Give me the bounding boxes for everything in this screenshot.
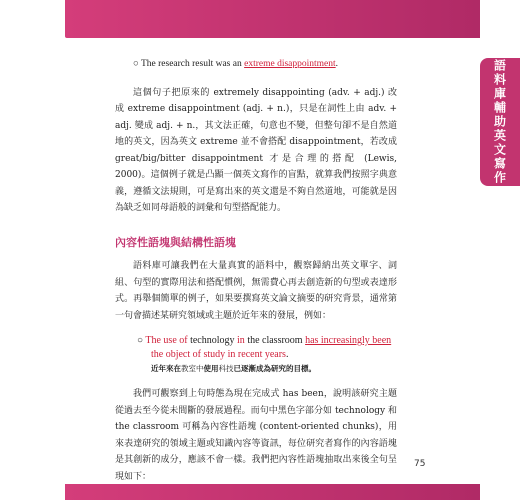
translation-segment: 使用 xyxy=(203,364,219,373)
section-heading: 內容性語塊與結構性語塊 xyxy=(115,235,236,249)
content-chunk: technology xyxy=(187,335,238,346)
page-content xyxy=(115,56,397,485)
translation-segment: 已逐漸成為研究的目標。 xyxy=(233,364,316,373)
content-chunk: the classroom xyxy=(244,335,306,346)
paragraph-2: 語料庫可讓我們在大量真實的語料中，觀察歸納出英文單字、詞組、句型的實際用法和搭配慣例，無需費心再去創造新的句型或表達形式。再舉個簡單的例子，如果要撰寫英文論文摘要的研究背景，通常第一句會描述某研究領域或主題於近年來的發展，例如： xyxy=(115,261,397,321)
example-punct: . xyxy=(285,349,289,360)
example-sentence-1 xyxy=(133,56,397,73)
structure-chunk: has increasingly been xyxy=(305,335,392,346)
paragraph-3: 我們可觀察到上句時態為現在完成式 has been，說明該研究主題從過去至今從未間斷的發展過程。而句中黑色字部分如 technology 和 the classroom 可稱為內容性語塊 (content-oriented chunks)，用來表達研究的領域主題或知識內容等資訊，每位研究者寫作的內容語塊是其創新的成分，應該不會一樣。我們把內容性語塊抽取出來後全句呈現如下： xyxy=(115,389,397,482)
bullet-icon: ○ xyxy=(133,59,139,69)
paragraph-1: 這個句子把原來的 extremely disappointing (adv. + adj.) 改成 extreme disappointment (adj. + n.)，只是在詞性上由 adv. + adj. 變成 adj. + n.，其文法正確，句意也不變，但整句卻不是自然道地的英文，因為英文 extreme 並不會搭配 disappointment，若改成 great/big/bitter disappointment 才是合理的搭配 (Lewis, 2000)。這個例子就是凸顯一個英文寫作的盲點，就算我們按照字典意義，遵循文法規則，可是寫出來的英文還是不夠自然道地，可能就是因為缺乏如同母語般的詞彙和句型搭配能力。 xyxy=(115,87,397,213)
example2-line2 xyxy=(137,348,397,362)
example-text: The research result was an xyxy=(140,59,245,69)
top-decorative-bar xyxy=(65,0,480,38)
highlight-phrase: extreme disappointment xyxy=(244,59,336,69)
example2-translation xyxy=(137,362,397,376)
example-sentence-2 xyxy=(137,334,397,376)
chapter-tab-label: 語料庫輔助英文寫作 xyxy=(492,59,507,185)
bullet-icon: ○ xyxy=(137,335,144,346)
translation-segment: 教室中 xyxy=(181,364,204,373)
example-punct: . xyxy=(335,59,339,69)
bottom-decorative-bar xyxy=(65,484,480,500)
structure-chunk: the object of study in recent years xyxy=(151,349,286,360)
structure-chunk: The use of xyxy=(145,335,188,346)
translation-segment: 科技 xyxy=(218,364,234,373)
example2-line1 xyxy=(137,334,397,348)
translation-segment: 近年來在 xyxy=(151,364,181,373)
chapter-side-tab xyxy=(480,58,520,186)
structure-chunk: in xyxy=(237,335,245,346)
page-number: 75 xyxy=(414,459,426,469)
